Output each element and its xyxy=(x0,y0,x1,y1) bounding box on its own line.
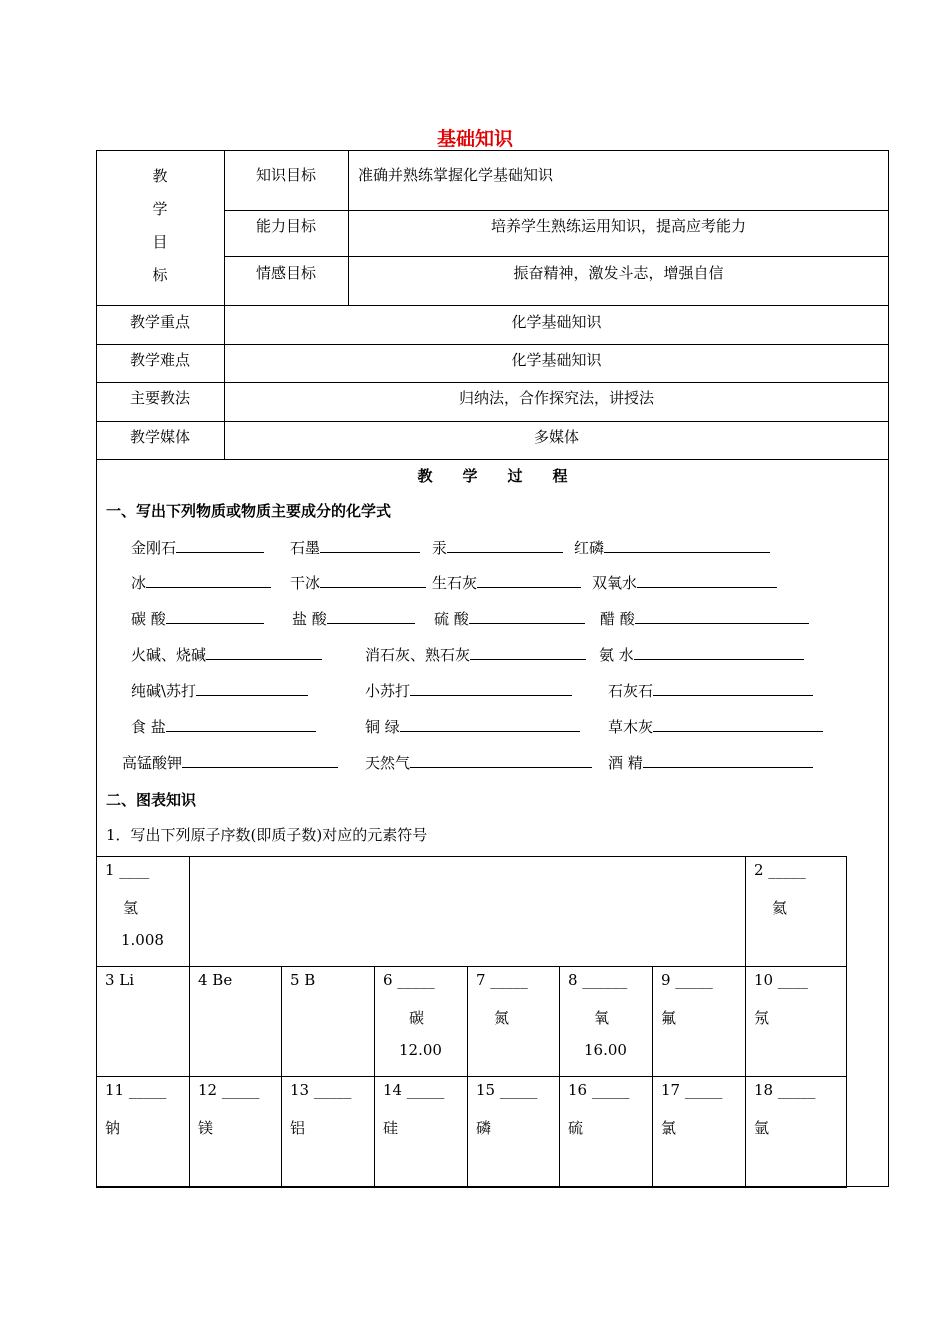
element-cell xyxy=(96,1076,190,1188)
row-label: 教学重点 xyxy=(129,313,190,331)
answer-blank[interactable] xyxy=(176,538,264,553)
row-value: 多媒体 xyxy=(533,428,579,446)
objective-label-char: 学 xyxy=(152,200,168,218)
element-cell xyxy=(559,966,653,1077)
atomic-number-blank[interactable]: 7 _____ xyxy=(476,971,528,989)
element-cell xyxy=(467,966,560,1077)
objective-label-char: 标 xyxy=(152,266,168,284)
answer-blank[interactable] xyxy=(400,717,580,732)
element-name: 氦 xyxy=(772,899,788,917)
atomic-mass: 1.008 xyxy=(121,931,164,949)
formula-item: 碳 酸 xyxy=(131,608,264,629)
atomic-number-blank[interactable]: 1 ____ xyxy=(105,861,150,879)
divider xyxy=(96,305,889,306)
formula-item: 金刚石 xyxy=(131,537,264,558)
answer-blank[interactable] xyxy=(653,717,823,732)
answer-blank[interactable] xyxy=(320,573,426,588)
element-cell xyxy=(281,966,375,1077)
formula-item: 双氧水 xyxy=(592,572,777,593)
formula-item: 盐 酸 xyxy=(292,608,415,629)
element-name: 氖 xyxy=(754,1009,770,1027)
element-name: 铝 xyxy=(290,1119,306,1137)
answer-blank[interactable] xyxy=(196,681,308,696)
atomic-number-blank[interactable]: 8 ______ xyxy=(568,971,628,989)
formula-item: 氨 水 xyxy=(599,644,804,665)
row-label: 教学难点 xyxy=(129,351,190,369)
element-name: 氢 xyxy=(123,899,139,917)
element-cell xyxy=(559,1076,653,1188)
formula-item: 高锰酸钾 xyxy=(122,752,338,773)
answer-blank[interactable] xyxy=(410,681,572,696)
element-cell xyxy=(467,1076,560,1188)
atomic-number-blank[interactable]: 4 Be xyxy=(198,971,233,989)
answer-blank[interactable] xyxy=(182,753,338,768)
answer-blank[interactable] xyxy=(166,717,316,732)
answer-blank[interactable] xyxy=(410,753,592,768)
row-value: 化学基础知识 xyxy=(511,313,602,331)
divider xyxy=(224,256,889,257)
element-cell xyxy=(745,856,847,967)
formula-item: 火碱、烧碱 xyxy=(131,644,322,665)
objective-label: 能力目标 xyxy=(255,217,316,235)
divider xyxy=(224,150,225,459)
atomic-number-blank[interactable]: 13 _____ xyxy=(290,1081,352,1099)
answer-blank[interactable] xyxy=(604,538,770,553)
answer-blank[interactable] xyxy=(469,609,585,624)
objective-value: 振奋精神，激发斗志，增强自信 xyxy=(513,264,724,282)
element-name: 碳 xyxy=(409,1009,425,1027)
element-name: 氮 xyxy=(494,1009,510,1027)
element-cell xyxy=(281,1076,375,1188)
objective-label: 情感目标 xyxy=(255,264,316,282)
element-name: 镁 xyxy=(198,1119,214,1137)
row-value: 化学基础知识 xyxy=(511,351,602,369)
atomic-number-blank[interactable]: 17 _____ xyxy=(661,1081,723,1099)
answer-blank[interactable] xyxy=(320,538,420,553)
empty-block xyxy=(189,856,746,967)
formula-item: 纯碱\苏打 xyxy=(131,680,308,701)
atomic-number-blank[interactable]: 5 B xyxy=(290,971,316,989)
answer-blank[interactable] xyxy=(327,609,415,624)
atomic-number-blank[interactable]: 16 _____ xyxy=(568,1081,630,1099)
section1-heading: 一、写出下列物质或物质主要成分的化学式 xyxy=(106,502,392,520)
formula-item: 汞 xyxy=(432,537,563,558)
answer-blank[interactable] xyxy=(206,645,322,660)
formula-item: 冰 xyxy=(131,572,271,593)
element-cell xyxy=(96,966,190,1077)
answer-blank[interactable] xyxy=(146,573,271,588)
divider xyxy=(224,210,889,211)
element-name: 钠 xyxy=(105,1119,121,1137)
formula-item: 硫 酸 xyxy=(434,608,585,629)
answer-blank[interactable] xyxy=(470,645,586,660)
formula-item: 消石灰、熟石灰 xyxy=(365,644,586,665)
element-cell xyxy=(745,1076,847,1188)
answer-blank[interactable] xyxy=(643,753,813,768)
formula-item: 干冰 xyxy=(290,572,426,593)
formula-item: 石墨 xyxy=(290,537,420,558)
atomic-number-blank[interactable]: 3 Li xyxy=(105,971,135,989)
formula-item: 醋 酸 xyxy=(600,608,809,629)
element-name: 氩 xyxy=(754,1119,770,1137)
answer-blank[interactable] xyxy=(166,609,264,624)
atomic-mass: 12.00 xyxy=(399,1041,442,1059)
element-cell xyxy=(189,966,282,1077)
atomic-mass: 16.00 xyxy=(584,1041,627,1059)
formula-item: 生石灰 xyxy=(432,572,581,593)
element-cell xyxy=(652,1076,746,1188)
objective-label-char: 教 xyxy=(152,167,168,185)
element-name: 硅 xyxy=(383,1119,399,1137)
answer-blank[interactable] xyxy=(477,573,581,588)
divider xyxy=(96,459,889,460)
formula-item: 铜 绿 xyxy=(365,716,580,737)
row-value: 归纳法，合作探究法，讲授法 xyxy=(458,389,654,407)
answer-blank[interactable] xyxy=(634,645,804,660)
divider xyxy=(96,421,889,422)
formula-item: 小苏打 xyxy=(365,680,572,701)
atomic-number-blank[interactable]: 14 _____ xyxy=(383,1081,445,1099)
objective-value: 培养学生熟练运用知识，提高应考能力 xyxy=(490,217,746,235)
process-heading: 教 学 过 程 xyxy=(417,467,568,485)
formula-item: 酒 精 xyxy=(608,752,813,773)
page-title: 基础知识 xyxy=(436,128,513,150)
objective-label: 知识目标 xyxy=(255,166,316,184)
element-cell xyxy=(96,856,190,967)
row-label: 主要教法 xyxy=(129,389,190,407)
atomic-number-blank[interactable]: 18 _____ xyxy=(754,1081,816,1099)
atomic-number-blank[interactable]: 12 _____ xyxy=(198,1081,260,1099)
atomic-number-blank[interactable]: 2 _____ xyxy=(754,861,806,879)
atomic-number-blank[interactable]: 10 ____ xyxy=(754,971,808,989)
answer-blank[interactable] xyxy=(635,609,809,624)
formula-item: 红磷 xyxy=(574,537,770,558)
element-cell xyxy=(374,1076,468,1188)
element-cell xyxy=(745,966,847,1077)
atomic-number-blank[interactable]: 15 _____ xyxy=(476,1081,538,1099)
element-cell xyxy=(374,966,468,1077)
answer-blank[interactable] xyxy=(653,681,813,696)
section2-instruction: 1．写出下列原子序数(即质子数)对应的元素符号 xyxy=(106,826,428,844)
atomic-number-blank[interactable]: 11 _____ xyxy=(105,1081,167,1099)
divider xyxy=(96,344,889,345)
element-name: 磷 xyxy=(476,1119,492,1137)
element-name: 硫 xyxy=(568,1119,584,1137)
objective-value: 准确并熟练掌握化学基础知识 xyxy=(358,166,554,184)
objective-label-char: 目 xyxy=(152,233,168,251)
element-name: 氯 xyxy=(661,1119,677,1137)
formula-item: 食 盐 xyxy=(131,716,316,737)
divider xyxy=(96,382,889,383)
formula-item: 石灰石 xyxy=(608,680,813,701)
section2-heading: 二、图表知识 xyxy=(106,791,197,809)
element-name: 氧 xyxy=(594,1009,610,1027)
element-name: 氟 xyxy=(661,1009,677,1027)
formula-item: 草木灰 xyxy=(608,716,823,737)
atomic-number-blank[interactable]: 6 _____ xyxy=(383,971,435,989)
element-cell xyxy=(189,1076,282,1188)
answer-blank[interactable] xyxy=(447,538,563,553)
formula-item: 天然气 xyxy=(365,752,592,773)
row-label: 教学媒体 xyxy=(129,428,190,446)
element-cell xyxy=(652,966,746,1077)
atomic-number-blank[interactable]: 9 _____ xyxy=(661,971,713,989)
answer-blank[interactable] xyxy=(637,573,777,588)
